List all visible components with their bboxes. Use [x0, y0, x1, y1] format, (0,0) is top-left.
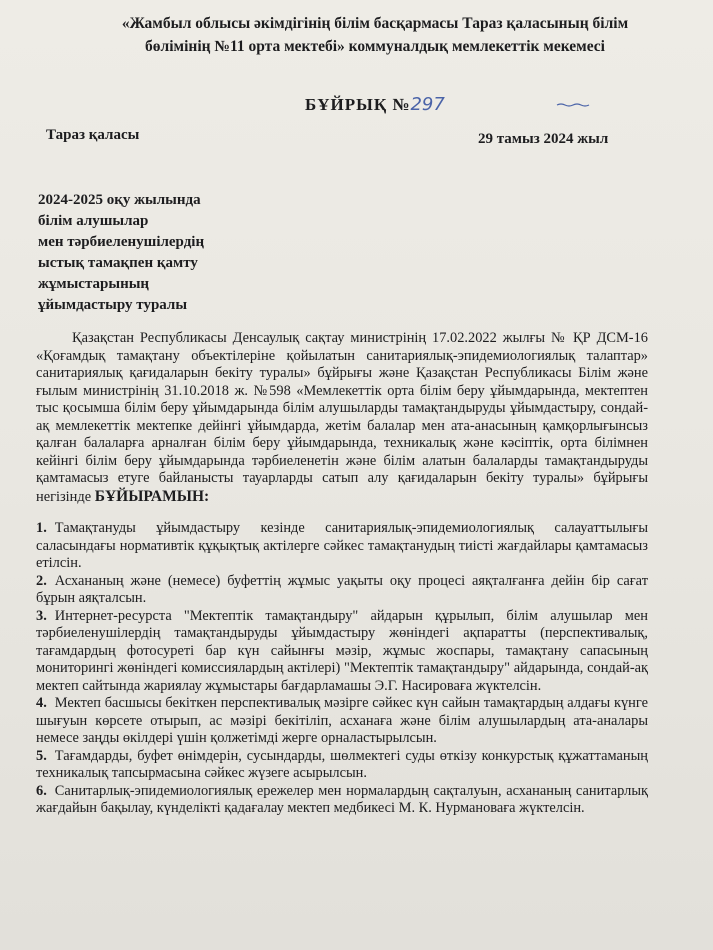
subject-line: ыстық тамақпен қамту — [38, 255, 198, 271]
order-number: 297 — [410, 94, 445, 115]
item-text: Мектеп басшысы бекіткен перспективалық мәзірге сәйкес күн сайын тамақтардың алдағы күнге шығуын көрсете отырып, ас мәзірі бекітіліп, асханаға және білім алушылардың ата-аналары немесе заңды өкілдері үшін қолжетімді жерге орналастырылсын. — [36, 695, 648, 746]
order-item — [36, 695, 648, 748]
preamble-text: Қазақстан Республикасы Денсаулық сақтау министрінің 17.02.2022 жылғы № ҚР ДСМ-16 «Қоғамдық тамақтану объектілеріне қойылатын санитариялық-эпидемиологиялық талаптар» санитариялық қағидаларын бекіту туралы» бұйрығы және Қазақстан Республикасы Білім және ғылым министрінің 31.10.2018 ж. №598 «Мемлекеттік орта білім беру ұйымдарында, мектептен тыс қосымша білім беру ұйымдарында білім алушыларды тамақтандыруды ұйымдастыру, сондай-ақ мемлекеттік мектепке дейінгі ұйымдарда, жетім балалар мен ата-анасының қамқорлығынсыз қалған балаларға арналған білім беру ұйымдарында, техникалық және кәсіптік, орта білімнен кейінгі білім беру ұйымдарында тәрбиеленетін және білім алатын балаларды тамақтандыруды қамтамасыз етуге байланысты тауарларды сатып алу қағидаларын бекіту туралы» бұйрығы негізінде — [36, 330, 648, 505]
handwritten-mark — [556, 102, 590, 108]
item-text: Тағамдарды, буфет өнімдерін, сусындарды, шөлмектегі суды өткізу конкурстық құжаттаманың техникалық тапсырмасына сәйкес жүзеге асырылсын. — [36, 747, 648, 781]
item-number: 3. — [36, 607, 47, 624]
item-number: 5. — [36, 747, 47, 764]
subject-line: білім алушылар — [38, 213, 149, 229]
order-item — [36, 608, 648, 696]
header-line-1: «Жамбыл облысы әкімдігінің білім басқармасы Тараз қаласының білім — [121, 15, 629, 32]
item-text: Асхананың және (немесе) буфеттің жұмыс уақыты оқу процесі аяқталғанға дейін бір сағат бұрын аяқталсын. — [36, 572, 648, 606]
preamble-emphasis: БҰЙЫРАМЫН: — [94, 487, 210, 505]
order-title — [305, 94, 445, 115]
item-text: Санитарлық-эпидемиологиялық ережелер мен нормалардың сақталуын, асхананың санитарлық жағдайын бақылау, күнделікті қадағалау мектеп медбикесі М. К. Нурмановаға жүктелсін. — [36, 782, 648, 816]
subject-line: мен тәрбиеленушілердің — [38, 234, 205, 250]
order-date: 29 тамыз 2024 жыл — [478, 131, 609, 147]
institution-header — [60, 12, 690, 58]
item-number: 1. — [36, 520, 47, 536]
order-title-label: БҰЙРЫҚ № — [305, 95, 411, 114]
subject-line: ұйымдастыру туралы — [38, 297, 188, 313]
order-body — [36, 330, 648, 818]
subject-line: жұмыстарының — [38, 276, 150, 292]
subject-line: 2024-2025 оқу жылында — [38, 192, 201, 208]
header-line-2: бөлімінің №11 орта мектебі» коммуналдық мемлекеттік мекемесі — [145, 38, 605, 55]
order-subject — [38, 190, 298, 316]
item-number: 6. — [36, 782, 47, 799]
item-number: 4. — [36, 695, 47, 711]
preamble-paragraph — [36, 330, 648, 506]
order-item — [36, 573, 648, 608]
place-of-issue: Тараз қаласы — [46, 127, 140, 143]
item-text: Интернет-ресурста "Мектептік тамақтандыру" айдарын құрылып, білім алушылар мен тәрбиеленушілердің тамақтандыруды ұйымдастыру жөніндегі ақпаратты (перспективалық, тағамдардың фотосуреті бар күн сайынғы мәзір, жұмыс жоспары, тамақтану сапасының мониторингі жөніндегі комиссиялардың актілері) "Мектептік тамақтандыру" айдарында, сондай-ақ мектеп сайтында жариялау жұмыстары бағдарламашы Э.Г. Насироваға жүктелсін. — [36, 607, 648, 694]
order-item — [36, 783, 648, 818]
item-text: Тамақтануды ұйымдастыру кезінде санитариялық-эпидемиологиялық салауаттылығы саласындағы нормативтік құқықтық актілерге сәйкес тамақтанудың тиісті жағдайлары қамтамасыз етілсін. — [36, 520, 648, 571]
order-item — [36, 520, 648, 573]
item-number: 2. — [36, 572, 47, 589]
order-item — [36, 748, 648, 783]
